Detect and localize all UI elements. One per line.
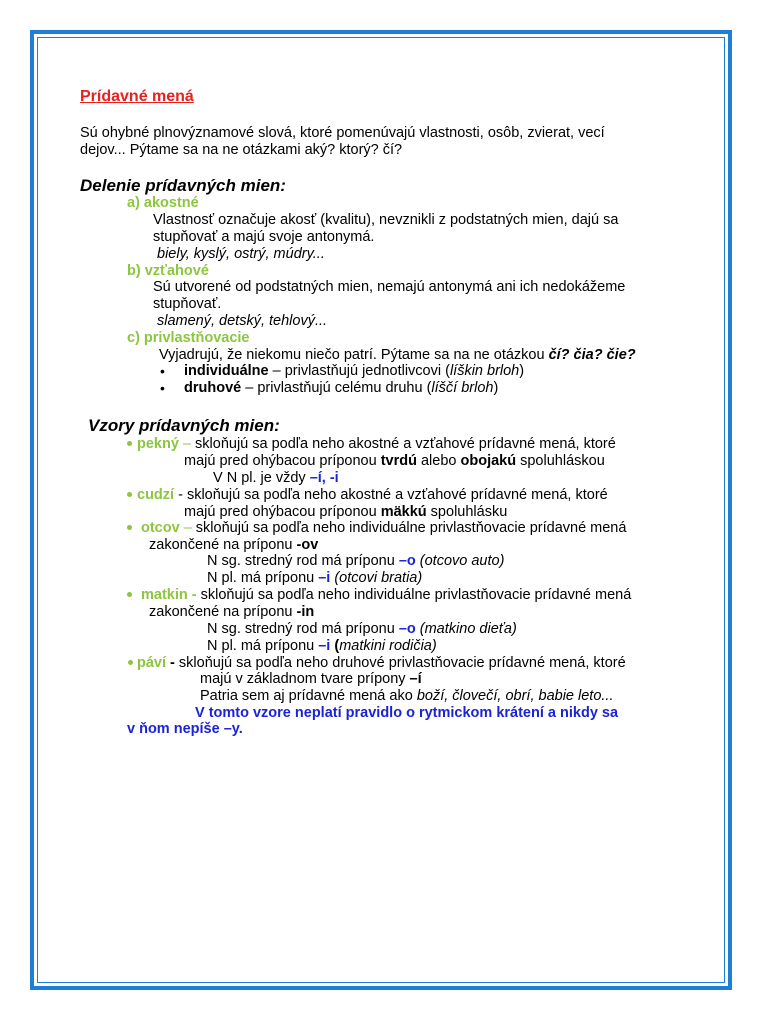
otcov-npl-example: (otcovi bratia) [330, 570, 423, 586]
pavi-suffix: –í [409, 671, 422, 687]
otcov-suffix: -ov [296, 537, 319, 553]
matkin-npl-paren: ( [330, 638, 340, 654]
pekny-dash: – [178, 436, 192, 452]
pavi-note-line-1: V tomto vzore neplatí pravidlo o rytmickom krátení a nikdy sa [195, 705, 619, 721]
pavi-text: skloňujú sa podľa neho druhové privlastňovacie prídavné mená, ktoré [174, 655, 626, 671]
pekny-line-1 [137, 436, 616, 453]
otcov-text2: zakončené na príponu [149, 537, 297, 553]
cudzi-name: cudzí [137, 487, 175, 503]
green-bullet-icon [127, 525, 132, 530]
pekny-line-3 [213, 470, 339, 487]
druhove-text: – privlastňujú celému druhu ( [241, 380, 432, 396]
pekny-vnpl: V N pl. je vždy [213, 470, 310, 486]
matkin-npl-example: matkini rodičia) [339, 638, 437, 654]
delenie-heading: Delenie prídavných mien: [80, 176, 286, 195]
matkin-text2: zakončené na príponu [149, 604, 297, 620]
matkin-line-2 [149, 604, 314, 621]
druhove-item [184, 380, 498, 397]
pavi-line-2 [200, 671, 422, 688]
pavi-line-1 [137, 655, 626, 672]
cudzi-text: - skloňujú sa podľa neho akostné a vzťahové prídavné mená, ktoré [174, 487, 608, 503]
pavi-examples: boží, človečí, obrí, babie leto... [416, 688, 614, 704]
green-bullet-icon [128, 660, 133, 665]
matkin-npl-ending: –i [318, 638, 331, 654]
otcov-line-1 [141, 520, 626, 537]
pekny-spoluhlasku: spoluhláskou [516, 453, 605, 469]
matkin-nsg [207, 621, 517, 638]
pavi-text2: majú v základnom tvare prípony [200, 671, 410, 687]
druhove-example: líščí brloh [431, 380, 494, 396]
akostne-line-1: Vlastnosť označuje akosť (kvalitu), nevznikli z podstatných mien, dajú sa [153, 212, 619, 228]
cudzi-spoluhlasku: spoluhlásku [426, 504, 508, 520]
privlastnovacie-label: c) privlastňovacie [127, 330, 250, 346]
pavi-name: páví [137, 655, 167, 671]
matkin-line-1 [141, 587, 631, 604]
otcov-dash: – [179, 520, 192, 536]
bullet-icon: • [160, 363, 165, 379]
privlastnovacie-text: Vyjadrujú, že niekomu niečo patrí. Pýtame sa na ne otázkou [159, 347, 549, 363]
vztahove-line-2: stupňovať. [153, 296, 222, 312]
pekny-text2: majú pred ohýbacou príponou [184, 453, 381, 469]
individualne-end: ) [519, 363, 525, 379]
pekny-alebo: alebo [416, 453, 461, 469]
matkin-name: matkin [141, 587, 188, 603]
akostne-line-2: stupňovať a majú svoje antonymá. [153, 229, 375, 245]
matkin-nsg-ending: –o [398, 621, 416, 637]
otcov-text: skloňujú sa podľa neho individuálne privlastňovacie prídavné mená [191, 520, 627, 536]
pavi-dash: - [166, 655, 175, 671]
cudzi-line-1 [137, 487, 608, 504]
otcov-line-2 [149, 537, 318, 554]
intro-line-2: dejov... Pýtame sa na ne otázkami aký? ktorý? čí? [80, 142, 403, 158]
individualne-item [184, 363, 524, 380]
green-bullet-icon [127, 441, 132, 446]
pavi-note-line-2: v ňom nepíše –y. [127, 721, 243, 737]
druhove-term: druhové [184, 380, 242, 396]
otcov-nsg-text: . stredný rod má príponu [236, 553, 399, 569]
matkin-nsg-example: (matkino dieťa) [415, 621, 517, 637]
druhove-end: ) [493, 380, 499, 396]
bullet-icon: • [160, 380, 165, 396]
akostne-label: a) akostné [127, 195, 199, 211]
otcov-nsg-example: (otcovo auto) [415, 553, 505, 569]
matkin-suffix: -in [296, 604, 315, 620]
pekny-line-2 [184, 453, 605, 470]
individualne-term: individuálne [184, 363, 269, 379]
vztahove-examples: slamený, detský, tehlový... [157, 313, 328, 329]
privlastnovacie-questions: čí? čia? čie? [548, 347, 636, 363]
pekny-obojaku: obojakú [460, 453, 517, 469]
otcov-name: otcov [141, 520, 180, 536]
vztahove-line-1: Sú utvorené od podstatných mien, nemajú antonymá ani ich nedokážeme [153, 279, 626, 295]
individualne-example: líškin brloh [449, 363, 520, 379]
pavi-line-3 [200, 688, 613, 705]
cudzi-makku: mäkkú [380, 504, 427, 520]
intro-line-1: Sú ohybné plnovýznamové slová, ktoré pomenúvajú vlastnosti, osôb, zvierat, vecí [80, 125, 605, 141]
otcov-nsg-label: N sg [207, 553, 237, 569]
vztahove-label: b) vzťahové [127, 263, 209, 279]
vzory-heading: Vzory prídavných mien: [88, 416, 280, 435]
pavi-text3: Patria sem aj prídavné mená ako [200, 688, 417, 704]
otcov-npl-text: N pl. má príponu [207, 570, 319, 586]
matkin-npl [207, 638, 437, 655]
pekny-name: pekný [137, 436, 179, 452]
matkin-dash: - [187, 587, 197, 603]
matkin-text: skloňujú sa podľa neho individuálne privlastňovacie prídavné mená [196, 587, 632, 603]
matkin-nsg-text: . stredný rod má príponu [236, 621, 399, 637]
pekny-text: skloňujú sa podľa neho akostné a vzťahové prídavné mená, ktoré [191, 436, 616, 452]
green-bullet-icon [127, 592, 132, 597]
cudzi-line-2 [184, 504, 507, 521]
otcov-nsg [207, 553, 504, 570]
page-title: Prídavné mená [80, 88, 194, 105]
otcov-npl [207, 570, 422, 587]
individualne-text: – privlastňujú jednotlivcovi ( [268, 363, 450, 379]
privlastnovacie-line-1 [159, 347, 636, 364]
pekny-tvrdu: tvrdú [380, 453, 417, 469]
otcov-nsg-ending: –o [398, 553, 416, 569]
otcov-npl-ending: –i [318, 570, 331, 586]
cudzi-text2: majú pred ohýbacou príponou [184, 504, 381, 520]
matkin-npl-text: N pl. má príponu [207, 638, 319, 654]
matkin-nsg-label: N sg [207, 621, 237, 637]
pekny-endings: –í, -i [309, 470, 339, 486]
akostne-examples: biely, kyslý, ostrý, múdry... [157, 246, 325, 262]
green-bullet-icon [127, 492, 132, 497]
